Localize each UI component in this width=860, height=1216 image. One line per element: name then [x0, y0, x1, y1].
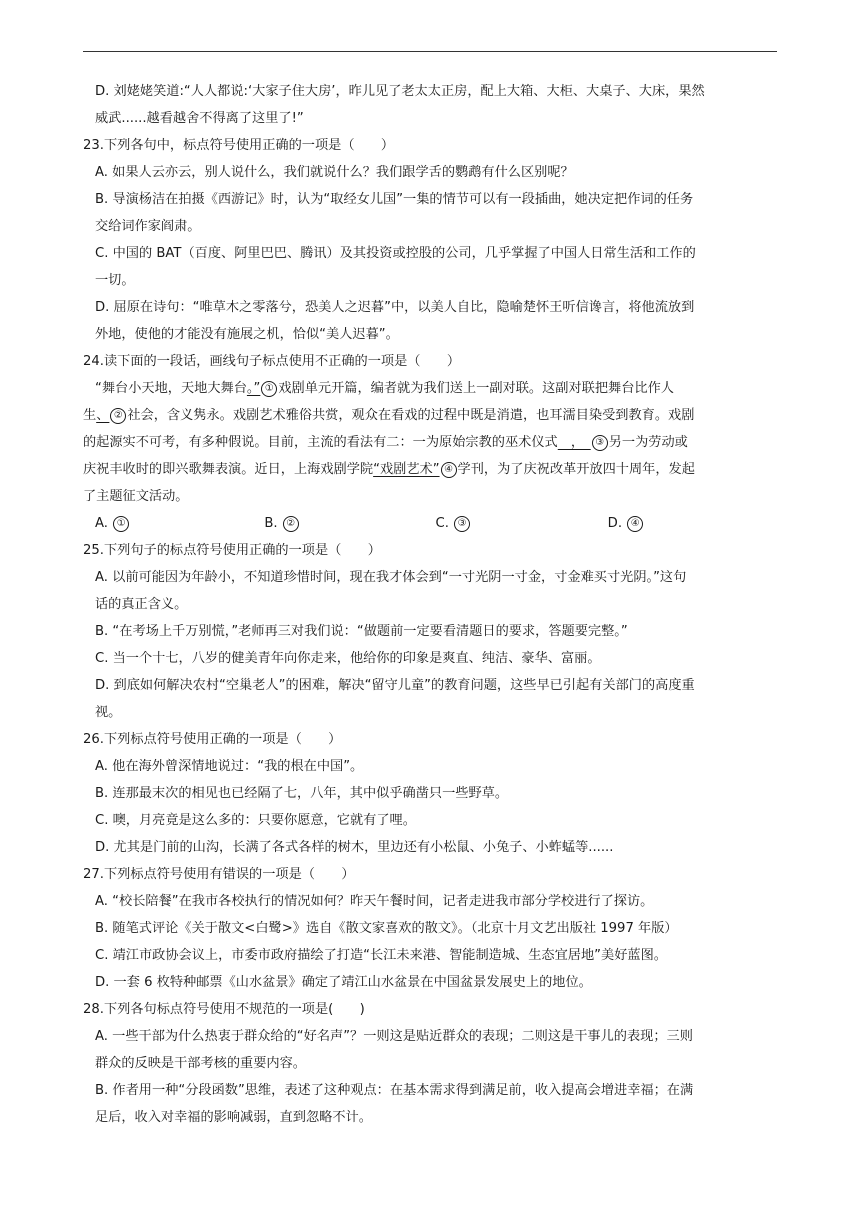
q25-option-a-line1: A. 以前可能因为年龄小，不知道珍惜时间，现在我才体会到“一寸光阴一寸金，寸金难买寸光阴。”这句 — [95, 570, 687, 585]
underlined-punct-1: 。” — [246, 381, 261, 396]
underlined-punct-3: ， — [557, 435, 591, 450]
q28-option-a-line2: 群众的反映是干部考核的重要内容。 — [95, 1056, 306, 1071]
passage-text: “舞台小天地，天地大舞台 — [95, 381, 247, 396]
q24-option-d — [608, 510, 777, 537]
passage-text: 另一为劳动或 — [608, 435, 688, 450]
q25-option-d-line2: 视。 — [95, 705, 122, 720]
underlined-punct-4: “戏剧艺术” — [373, 462, 440, 477]
q22-option-d-line1: D. 刘姥姥笑道:“人人都说:‘大家子住大房’，昨儿见了老太太正房，配上大箱、大柜、大桌子、大床，果然 — [95, 84, 705, 99]
circled-number: ② — [283, 516, 299, 532]
q27-option-d: D. 一套 6 枚特种邮票《山水盆景》确定了靖江山水盆景在中国盆景发展史上的地位。 — [95, 975, 592, 990]
passage-text: 庆祝丰收时的即兴歌舞表演。近日，上海戏剧学院 — [83, 462, 374, 477]
q26-option-a: A. 他在海外曾深情地说过：“我的根在中国”。 — [95, 759, 364, 774]
q23-option-d-line2: 外地，使他的才能没有施展之机，恰似“美人迟暮”。 — [95, 327, 399, 342]
q28-option-a-line1: A. 一些干部为什么热衷于群众给的“好名声”？一则这是贴近群众的表现；二则这是干事儿的表现；三则 — [95, 1029, 693, 1044]
q23-option-c-line2: 一切。 — [95, 273, 135, 288]
passage-text: 的起源实不可考，有多种假说。目前，主流的看法有二：一为原始宗教的巫术仪式 — [83, 435, 558, 450]
passage-text: 社会，含义隽永。戏剧艺术雅俗共赏，观众在看戏的过程中既是消遣，也耳濡目染受到教育。戏剧 — [127, 408, 695, 423]
option-letter: C. — [435, 516, 449, 531]
q23-option-b-line1: B. 导演杨洁在拍摄《西游记》时，认为“取经女儿国”一集的情节可以有一段插曲，她决定把作词的任务 — [95, 192, 694, 207]
underlined-punct-2: 、 — [96, 408, 110, 423]
q24-passage-line1 — [83, 375, 777, 402]
q24-stem: 24.读下面的一段话，画线句子标点使用不正确的一项是（ ） — [83, 354, 461, 369]
q24-passage-line4 — [83, 456, 777, 483]
q27-option-c: C. 靖江市政协会议上，市委市政府描绘了打造“长江未来港、智能制造城、生态宜居地”美好蓝图。 — [95, 948, 667, 963]
option-letter: D. — [607, 516, 623, 531]
q24-passage-line2 — [83, 402, 777, 429]
q24-option-c — [436, 510, 608, 537]
q24-passage-line5: 了主题征文活动。 — [83, 489, 189, 504]
header-rule — [83, 51, 777, 52]
exam-page — [83, 78, 777, 1131]
option-letter: B. — [264, 516, 278, 531]
q25-option-b: B. “在考场上千万别慌，”老师再三对我们说：“做题前一定要看清题日的要求，答题要完整。” — [95, 624, 628, 639]
q27-option-b: B. 随笔式评论《关于散文<白鹭>》选自《散文家喜欢的散文》。（北京十月文艺出版社 1997 年版） — [95, 921, 678, 936]
q25-option-a-line2: 话的真正含义。 — [95, 597, 188, 612]
passage-text: 生 — [83, 408, 97, 423]
q22-option-d-line2: 威武......越看越舍不得离了这里了!” — [95, 111, 304, 126]
passage-text: 戏剧单元开篇，编者就为我们送上一副对联。这副对联把舞台比作人 — [278, 381, 674, 396]
q24-passage-line3 — [83, 429, 777, 456]
circled-number: ① — [113, 516, 129, 532]
q26-stem: 26.下列标点符号使用正确的一项是（ ） — [83, 732, 342, 747]
option-letter: A. — [95, 516, 108, 531]
q27-stem: 27.下列标点符号使用有错误的一项是（ ） — [83, 867, 355, 882]
q28-stem: 28.下列各句标点符号使用不规范的一项是( ) — [83, 1002, 365, 1017]
q25-stem: 25.下列句子的标点符号使用正确的一项是（ ） — [83, 543, 381, 558]
q26-option-c: C. 噢，月亮竟是这么多的：只要你愿意，它就有了哩。 — [95, 813, 416, 828]
q24-option-b — [264, 510, 435, 537]
q27-option-a: A. “校长陪餐”在我市各校执行的情况如何？昨天午餐时间，记者走进我市部分学校进行了探访。 — [95, 894, 654, 909]
q23-option-b-line2: 交给词作家阎肃。 — [95, 219, 201, 234]
q23-stem: 23.下列各句中，标点符号使用正确的一项是（ ） — [83, 138, 395, 153]
circled-number-4: ④ — [441, 462, 457, 478]
q25-option-c: C. 当一个十七，八岁的健美青年向你走来，他给你的印象是爽直、纯洁、豪华、富丽。 — [95, 651, 601, 666]
q25-option-d-line1: D. 到底如何解决农村“空巢老人”的困难，解决“留守儿童”的教育问题，这些早已引起有关部门的高度重 — [95, 678, 695, 693]
circled-number: ③ — [454, 516, 470, 532]
passage-text: 学刊，为了庆祝改革开放四十周年，发起 — [457, 462, 695, 477]
circled-number-2: ② — [110, 408, 126, 424]
circled-number: ④ — [627, 516, 643, 532]
q26-option-d: D. 尤其是门前的山沟，长满了各式各样的树木，里边还有小松鼠、小兔子、小蚱蜢等...... — [95, 840, 614, 855]
q24-options — [83, 510, 777, 537]
q23-option-d-line1: D. 屈原在诗句：“唯草木之零落兮，恐美人之迟暮”中，以美人自比，隐喻楚怀王听信谗言，将他流放到 — [95, 300, 695, 315]
q28-option-b-line2: 足后，收入对幸福的影响减弱，直到忽略不计。 — [95, 1110, 372, 1125]
q24-option-a — [95, 510, 264, 537]
circled-number-1: ① — [261, 381, 277, 397]
q26-option-b: B. 连那最末次的相见也已经隔了七，八年，其中似乎确凿只一些野草。 — [95, 786, 509, 801]
q28-option-b-line1: B. 作者用一种“分段函数”思维，表述了这种观点：在基本需求得到满足前，收入提高会增进幸福；在满 — [95, 1083, 694, 1098]
circled-number-3: ③ — [592, 435, 608, 451]
q23-option-a: A. 如果人云亦云，别人说什么，我们就说什么？我们跟学舌的鹦鹉有什么区别呢？ — [95, 165, 574, 180]
q23-option-c-line1: C. 中国的 BAT（百度、阿里巴巴、腾讯）及其投资或控股的公司，几乎掌握了中国人日常生活和工作的 — [95, 246, 696, 261]
